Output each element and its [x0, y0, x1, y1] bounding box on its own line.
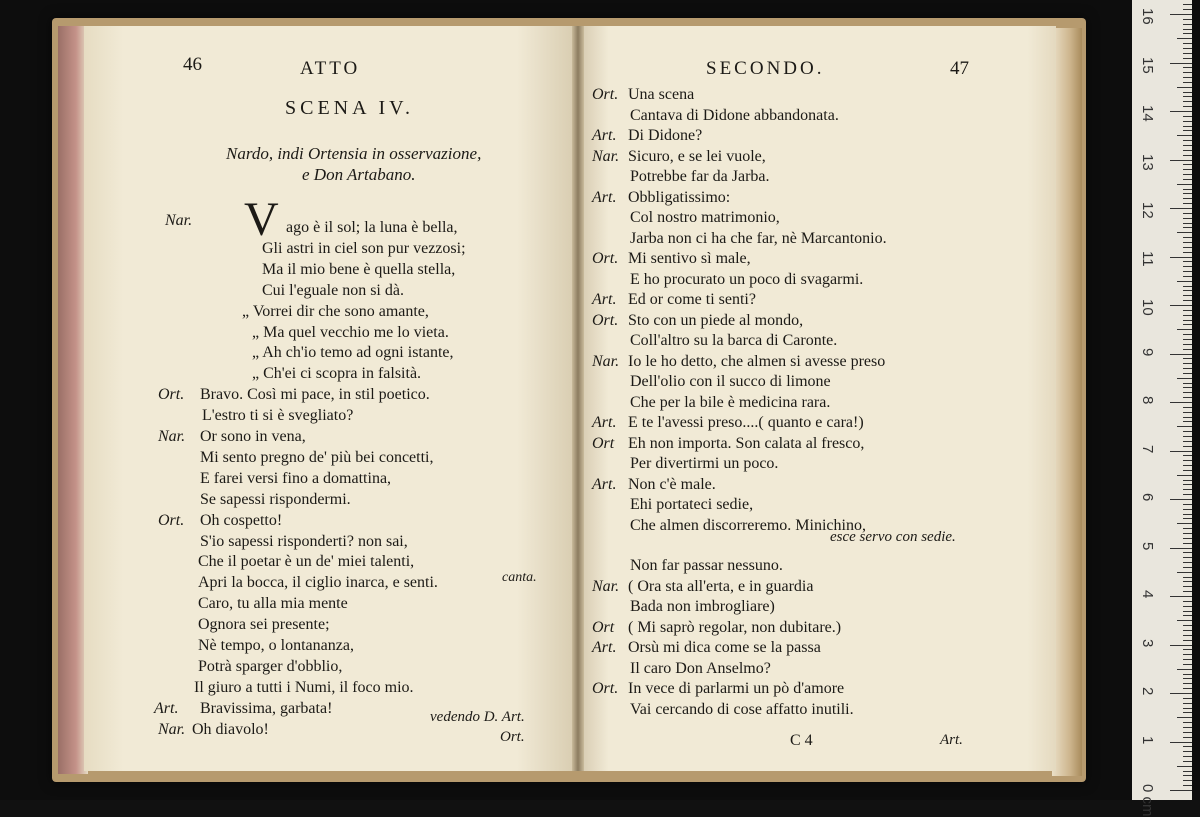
ruler-tick — [1183, 533, 1192, 534]
ruler-tick — [1183, 101, 1192, 102]
speaker-label: Nar. — [592, 577, 620, 595]
ruler-tick — [1183, 654, 1192, 655]
ruler-tick — [1183, 373, 1192, 374]
verse-line: E farei versi fino a domattina, — [200, 469, 392, 487]
verse-line: Orsù mi dica come se la passa — [628, 639, 821, 656]
ruler-tick — [1183, 392, 1192, 393]
verse-line: Non c'è male. — [628, 475, 716, 493]
ruler-tick — [1183, 421, 1192, 422]
verse-line: Vai cercando di cose affatto inutili. — [630, 700, 854, 718]
speaker-label: Nar. — [592, 147, 620, 165]
ruler-number: 5 — [1139, 541, 1156, 550]
stage-direction-2: e Don Artabano. — [302, 165, 416, 184]
signature-mark: C 4 — [790, 732, 813, 749]
ruler-tick — [1183, 751, 1192, 752]
right-page-edges — [1052, 28, 1082, 776]
speaker-label: Ort — [592, 618, 615, 636]
ruler-tick — [1183, 227, 1192, 228]
ruler-tick — [1170, 160, 1192, 161]
verse-line: Col nostro matrimonio, — [630, 209, 780, 226]
book-gutter — [572, 26, 584, 771]
verse-line: Che per la bile è medicina rara. — [630, 393, 831, 411]
ruler-tick — [1183, 145, 1192, 146]
ruler-tick — [1183, 9, 1192, 10]
ruler-tick — [1170, 305, 1192, 306]
speaker-label: Nar. — [158, 720, 186, 738]
verse-line: „ Vorrei dir che sono amante, — [242, 302, 429, 320]
ruler-tick — [1183, 761, 1192, 762]
verse-line: Bravissima, garbata! — [200, 699, 333, 717]
ruler-tick — [1177, 620, 1192, 621]
verse-line: Ehi portateci sedie, — [630, 496, 754, 513]
ruler-tick — [1183, 412, 1192, 413]
ruler-tick — [1183, 383, 1192, 384]
verse-line: ( Ora sta all'erta, e in guardia — [628, 577, 814, 595]
ruler-tick — [1183, 218, 1192, 219]
ruler-tick — [1177, 669, 1192, 670]
ruler-tick — [1177, 38, 1192, 39]
speaker-label: Ort. — [592, 311, 619, 329]
ruler-tick — [1183, 557, 1192, 558]
ruler-tick — [1183, 601, 1192, 602]
ruler-tick — [1183, 543, 1192, 544]
verse-line: Ma il mio bene è quella stella, — [262, 260, 456, 278]
ruler-tick — [1183, 33, 1192, 34]
ruler-tick — [1183, 358, 1192, 359]
vedendo-note: vedendo D. Art. — [430, 709, 525, 725]
ruler-number: 3 — [1139, 638, 1156, 647]
ruler-tick — [1183, 649, 1192, 650]
speaker-label: Ort — [592, 434, 615, 452]
ruler-tick — [1177, 475, 1192, 476]
verse-line: Dell'olio con il succo di limone — [630, 373, 831, 390]
ruler-tick — [1183, 320, 1192, 321]
ruler-number: 7 — [1139, 444, 1156, 453]
ruler-tick — [1177, 523, 1192, 524]
ruler-tick — [1183, 397, 1192, 398]
speaker-label: Nar. — [158, 428, 186, 445]
verse-line: Oh diavolo! — [192, 720, 269, 738]
verse-line: Che almen discorreremo. Minichino, — [630, 516, 866, 534]
speaker-label: Art. — [592, 291, 617, 308]
ruler-tick — [1170, 14, 1192, 15]
ruler-tick — [1183, 339, 1192, 340]
ruler-tick — [1183, 203, 1192, 204]
ruler-tick — [1183, 465, 1192, 466]
ruler-tick — [1183, 72, 1192, 73]
ruler-tick — [1183, 276, 1192, 277]
ruler-tick — [1183, 324, 1192, 325]
ruler-tick — [1183, 92, 1192, 93]
ruler-tick — [1183, 683, 1192, 684]
ruler-tick — [1183, 436, 1192, 437]
ruler-tick — [1183, 150, 1192, 151]
ruler-tick — [1183, 237, 1192, 238]
verse-line: Cantava di Didone abbandonata. — [630, 106, 839, 124]
ruler-tick — [1183, 746, 1192, 747]
ruler-tick — [1183, 96, 1192, 97]
ruler-tick — [1177, 329, 1192, 330]
verse-line: Sto con un piede al mondo, — [628, 311, 804, 329]
ruler-tick — [1183, 504, 1192, 505]
ruler-tick — [1183, 19, 1192, 20]
ruler-tick — [1177, 717, 1192, 718]
ruler-tick — [1183, 126, 1192, 127]
ruler-tick — [1183, 300, 1192, 301]
ruler-tick — [1183, 387, 1192, 388]
ruler-tick — [1183, 242, 1192, 243]
stage-direction-1: Nardo, indi Ortensia in osservazione, — [226, 144, 482, 163]
ruler-tick — [1183, 674, 1192, 675]
ruler-tick — [1183, 315, 1192, 316]
ruler-number: 16 — [1139, 8, 1156, 25]
ruler-tick — [1183, 727, 1192, 728]
ruler-tick — [1170, 63, 1192, 64]
speaker-label: Art. — [592, 475, 617, 493]
ruler-tick — [1183, 581, 1192, 582]
verse-line: Io le ho detto, che almen si avesse preso — [628, 352, 886, 370]
ruler-tick — [1183, 722, 1192, 723]
speaker-label: Art. — [592, 414, 617, 431]
ruler-tick — [1177, 766, 1192, 767]
ruler-tick — [1183, 295, 1192, 296]
ruler-tick — [1183, 213, 1192, 214]
ruler-tick — [1183, 4, 1192, 5]
ruler-tick — [1183, 193, 1192, 194]
ruler-tick — [1183, 480, 1192, 481]
speaker-label: Art. — [592, 127, 617, 144]
verse-line: Che il poetar è un de' miei talenti, — [198, 553, 415, 571]
ruler-tick — [1183, 577, 1192, 578]
ruler-tick — [1183, 247, 1192, 248]
speaker-label: Nar. — [592, 352, 620, 370]
ruler-tick — [1183, 567, 1192, 568]
ruler-tick — [1183, 121, 1192, 122]
right-catchword: Art. — [940, 732, 963, 748]
ruler-tick — [1183, 106, 1192, 107]
verse-line: Bada non imbrogliare) — [630, 598, 775, 615]
ruler-tick — [1170, 208, 1192, 209]
verse-line: Di Didone? — [628, 127, 703, 144]
ruler-number: 12 — [1139, 202, 1156, 219]
ruler-tick — [1183, 189, 1192, 190]
ruler-number: 4 — [1139, 590, 1156, 599]
ruler-tick — [1183, 164, 1192, 165]
speaker-label: Art. — [592, 639, 617, 656]
speaker-label: Art. — [154, 699, 179, 717]
ruler-tick — [1183, 514, 1192, 515]
ruler-tick — [1183, 591, 1192, 592]
ruler-tick — [1183, 179, 1192, 180]
verse-line: E ho procurato un poco di svagarmi. — [630, 270, 864, 288]
ruler-tick — [1183, 334, 1192, 335]
ruler-tick — [1183, 431, 1192, 432]
ruler-tick — [1183, 509, 1192, 510]
ruler-tick — [1183, 552, 1192, 553]
ruler-tick — [1183, 344, 1192, 345]
verse-line: S'io sapessi risponderti? non sai, — [200, 532, 408, 550]
verse-line: Jarba non ci ha che far, nè Marcantonio. — [630, 229, 887, 247]
ruler-tick — [1183, 737, 1192, 738]
verse-line: Il caro Don Anselmo? — [630, 659, 771, 677]
ruler-tick — [1170, 693, 1192, 694]
drop-cap: V — [244, 193, 279, 246]
ruler-tick — [1183, 252, 1192, 253]
ruler-tick — [1177, 87, 1192, 88]
ruler-tick — [1183, 640, 1192, 641]
verse-line: E te l'avessi preso....( quanto e cara!) — [628, 414, 864, 431]
ruler-tick — [1183, 625, 1192, 626]
ruler-tick — [1183, 417, 1192, 418]
ruler-tick — [1183, 407, 1192, 408]
ruler-tick — [1170, 596, 1192, 597]
ruler-tick — [1170, 354, 1192, 355]
speaker-label: Ort. — [592, 250, 619, 267]
verse-line: L'estro ti si è svegliato? — [202, 407, 354, 425]
ruler-tick — [1183, 698, 1192, 699]
ruler-tick — [1183, 775, 1192, 776]
ruler-tick — [1183, 756, 1192, 757]
verse-line: Il giuro a tutti i Numi, il foco mio. — [194, 678, 414, 696]
ruler-tick — [1183, 349, 1192, 350]
verse-line: Potrebbe far da Jarba. — [630, 168, 770, 185]
ruler-tick — [1177, 572, 1192, 573]
ruler-tick — [1170, 548, 1192, 549]
ruler-tick — [1170, 257, 1192, 258]
scene-title: SCENA IV. — [285, 97, 414, 119]
verse-line: Cui l'eguale non si dà. — [262, 281, 404, 299]
ruler-tick — [1183, 586, 1192, 587]
ruler-tick — [1183, 785, 1192, 786]
ruler-tick — [1183, 368, 1192, 369]
ruler-tick — [1170, 451, 1192, 452]
ruler-tick — [1183, 58, 1192, 59]
ruler-tick — [1183, 494, 1192, 495]
ruler-tick — [1170, 111, 1192, 112]
ruler-tick — [1183, 266, 1192, 267]
verse-line: Per divertirmi un poco. — [630, 455, 779, 472]
speaker-label: Ort. — [592, 86, 619, 103]
verse-line: Nè tempo, o lontananza, — [198, 637, 354, 654]
ruler-tick — [1183, 630, 1192, 631]
ruler-tick — [1183, 77, 1192, 78]
verse-line: „ Ma quel vecchio me lo vieta. — [252, 323, 449, 341]
verse-line: Sicuro, e se lei vuole, — [628, 147, 766, 165]
ruler-tick — [1170, 645, 1192, 646]
ruler-tick — [1170, 402, 1192, 403]
ruler-tick — [1183, 528, 1192, 529]
ruler-number: 10 — [1139, 299, 1156, 316]
ruler-number: 13 — [1139, 153, 1156, 171]
ruler-tick — [1183, 223, 1192, 224]
verse-line: Mi sento pregno de' più bei concetti, — [200, 448, 434, 466]
ruler-number: 0 cm — [1139, 784, 1156, 817]
ruler-tick — [1183, 43, 1192, 44]
ruler-tick — [1177, 135, 1192, 136]
ruler-tick — [1183, 67, 1192, 68]
ruler-tick — [1183, 659, 1192, 660]
speaker-label: Nar. — [165, 212, 193, 229]
ruler-tick — [1183, 611, 1192, 612]
ruler-tick — [1170, 499, 1192, 500]
ruler-tick — [1183, 518, 1192, 519]
ruler-number: 14 — [1139, 105, 1156, 122]
verse-line: Gli astri in ciel son pur vezzosi; — [262, 239, 466, 257]
ruler-tick — [1183, 489, 1192, 490]
ruler-tick — [1183, 155, 1192, 156]
ruler-tick — [1183, 48, 1192, 49]
ruler-tick — [1183, 712, 1192, 713]
canta-note: canta. — [502, 570, 537, 585]
ruler-tick — [1183, 455, 1192, 456]
ruler-tick — [1183, 538, 1192, 539]
ruler-tick — [1183, 615, 1192, 616]
ruler-tick — [1177, 232, 1192, 233]
ruler-tick — [1177, 426, 1192, 427]
left-page-number: 46 — [183, 54, 202, 75]
ruler-tick — [1183, 130, 1192, 131]
ruler-tick — [1183, 460, 1192, 461]
verse-line: Or sono in vena, — [200, 428, 306, 445]
ruler-tick — [1183, 703, 1192, 704]
verse-line: ago è il sol; la luna è bella, — [286, 219, 458, 236]
verse-line: Se sapessi rispondermi. — [200, 490, 351, 508]
ruler-number: 9 — [1139, 347, 1156, 356]
ruler-tick — [1170, 790, 1192, 791]
ruler-number: 6 — [1139, 493, 1156, 502]
left-running-head: ATTO — [300, 58, 361, 79]
ruler-tick — [1177, 184, 1192, 185]
speaker-label: Ort. — [592, 680, 619, 697]
ruler-number: 11 — [1139, 250, 1156, 267]
ruler-tick — [1183, 708, 1192, 709]
speaker-label: Ort. — [158, 386, 185, 404]
right-page-number: 47 — [950, 58, 969, 79]
ruler-number: 15 — [1139, 56, 1156, 74]
ruler-tick — [1183, 82, 1192, 83]
measurement-ruler — [1132, 0, 1192, 817]
verse-line: „ Ah ch'io temo ad ogni istante, — [252, 344, 454, 362]
verse-line: Eh non importa. Son calata al fresco, — [628, 434, 865, 452]
verse-line: Coll'altro su la barca di Caronte. — [630, 332, 838, 349]
ruler-tick — [1177, 281, 1192, 282]
verse-line: Obbligatissimo: — [628, 188, 731, 206]
ruler-tick — [1183, 310, 1192, 311]
verse-line: Ognora sei presente; — [198, 616, 330, 634]
ruler-tick — [1183, 198, 1192, 199]
verse-line: Non far passar nessuno. — [630, 557, 783, 574]
ruler-tick — [1183, 664, 1192, 665]
ruler-tick — [1183, 261, 1192, 262]
ruler-tick — [1183, 441, 1192, 442]
ruler-tick — [1183, 484, 1192, 485]
ruler-number: 2 — [1139, 687, 1156, 696]
verse-line: Apri la bocca, il ciglio inarca, e senti. — [198, 574, 438, 592]
esce-note: esce servo con sedie. — [830, 529, 956, 545]
verse-line: Ed or come ti senti? — [628, 291, 756, 308]
speaker-label: Art. — [592, 188, 617, 206]
ruler-tick — [1183, 29, 1192, 30]
speaker-label: Ort. — [158, 511, 185, 529]
ruler-tick — [1183, 688, 1192, 689]
ruler-tick — [1183, 286, 1192, 287]
verse-line: ( Mi saprò regolar, non dubitare.) — [628, 618, 842, 636]
right-running-head: SECONDO. — [706, 58, 825, 79]
ruler-tick — [1177, 378, 1192, 379]
ruler-tick — [1183, 290, 1192, 291]
ruler-tick — [1183, 363, 1192, 364]
ruler-number: 8 — [1139, 396, 1156, 405]
ruler-tick — [1183, 140, 1192, 141]
ruler-tick — [1183, 635, 1192, 636]
ruler-tick — [1183, 562, 1192, 563]
verse-line: Oh cospetto! — [200, 511, 283, 529]
verse-line: Potrà sparger d'obblio, — [198, 657, 343, 675]
ruler-tick — [1170, 742, 1192, 743]
verse-line: Mi sentivo sì male, — [628, 250, 751, 267]
ruler-tick — [1183, 174, 1192, 175]
verse-line: „ Ch'ei ci scopra in falsità. — [252, 365, 422, 383]
ruler-tick — [1183, 780, 1192, 781]
ruler-tick — [1183, 771, 1192, 772]
ruler-number: 1 — [1139, 735, 1156, 744]
left-catchword: Ort. — [500, 729, 525, 745]
ruler-tick — [1183, 24, 1192, 25]
ruler-tick — [1183, 446, 1192, 447]
verse-line: Bravo. Così mi pace, in stil poetico. — [200, 386, 430, 404]
ruler-tick — [1183, 606, 1192, 607]
verse-line: Una scena — [628, 86, 695, 103]
ruler-tick — [1183, 271, 1192, 272]
ruler-tick — [1183, 732, 1192, 733]
ruler-tick — [1183, 470, 1192, 471]
verse-line: In vece di parlarmi un pò d'amore — [628, 680, 845, 697]
ruler-tick — [1183, 53, 1192, 54]
ruler-tick — [1183, 678, 1192, 679]
verse-line: Caro, tu alla mia mente — [198, 595, 348, 613]
ruler-tick — [1183, 169, 1192, 170]
ruler-tick — [1183, 116, 1192, 117]
